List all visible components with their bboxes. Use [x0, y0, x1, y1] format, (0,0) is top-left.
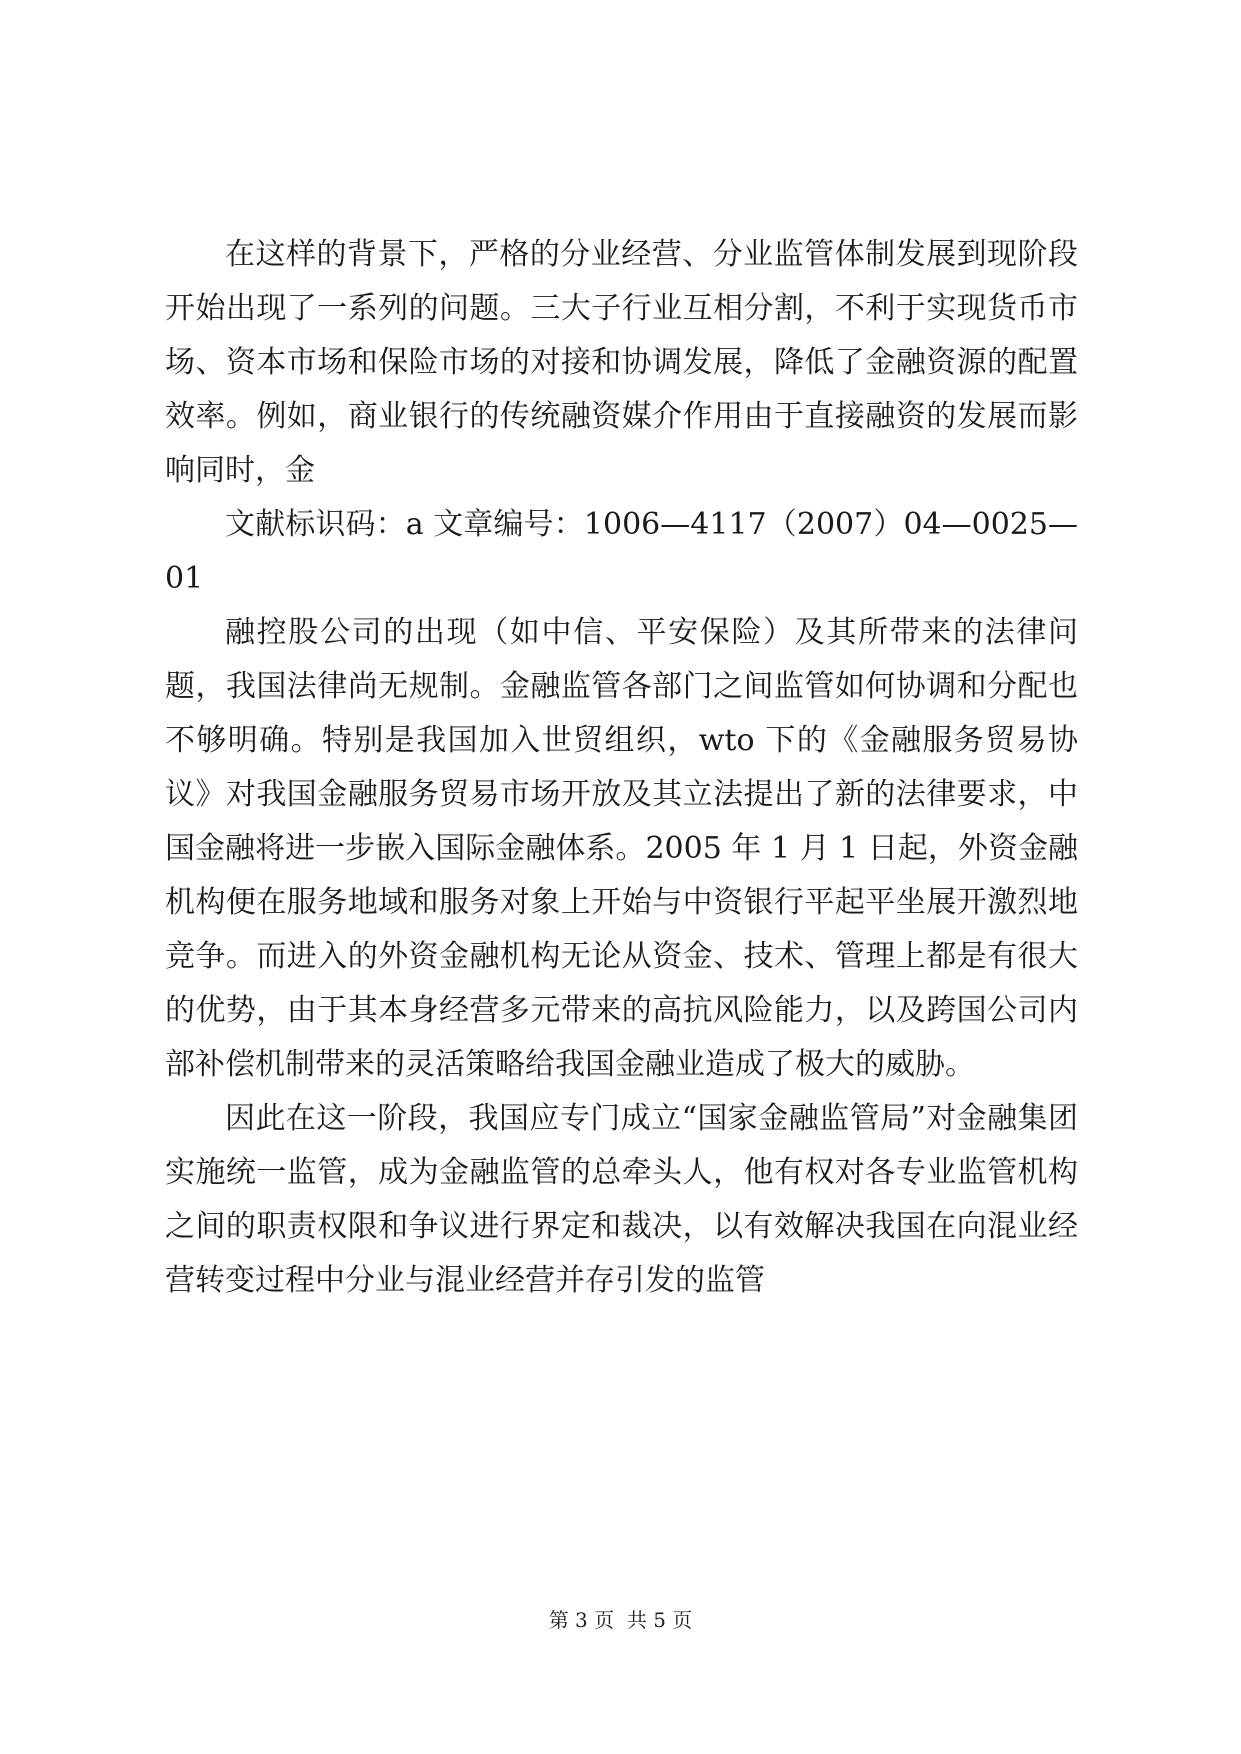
- paragraph: 融控股公司的出现（如中信、平安保险）及其所带来的法律问题，我国法律尚无规制。金融监管各部门之间监管如何协调和分配也不够明确。特别是我国加入世贸组织，wto 下的《金融服务贸易协议》对我国金融服务贸易市场开放及其立法提出了新的法律要求，中国金融将进一步嵌入国际金融体系。2005 年 1 月 1 日起，外资金融机构便在服务地域和服务对象上开始与中资银行平起平坐展开激烈地竞争。而进入的外资金融机构无论从资金、技术、管理上都是有很大的优势，由于其本身经营多元带来的高抗风险能力，以及跨国公司内部补偿机制带来的灵活策略给我国金融业造成了极大的威胁。: [165, 615, 1078, 1082]
- paragraph-article-id: 文献标识码：a 文章编号：1006—4117（2007）04—0025—01: [165, 507, 1078, 596]
- body-text: [165, 228, 1078, 1308]
- page-number: 第 3 页 共 5 页: [548, 1608, 693, 1632]
- paragraph: 在这样的背景下，严格的分业经营、分业监管体制发展到现阶段开始出现了一系列的问题。三大子行业互相分割，不利于实现货币市场、资本市场和保险市场的对接和协调发展，降低了金融资源的配置效率。例如，商业银行的传统融资媒介作用由于直接融资的发展而影响同时，金: [165, 237, 1078, 488]
- page-footer: [0, 1606, 1241, 1634]
- paragraph: 因此在这一阶段，我国应专门成立“国家金融监管局”对金融集团实施统一监管，成为金融监管的总牵头人，他有权对各专业监管机构之间的职责权限和争议进行界定和裁决，以有效解决我国在向混业经营转变过程中分业与混业经营并存引发的监管: [165, 1101, 1078, 1298]
